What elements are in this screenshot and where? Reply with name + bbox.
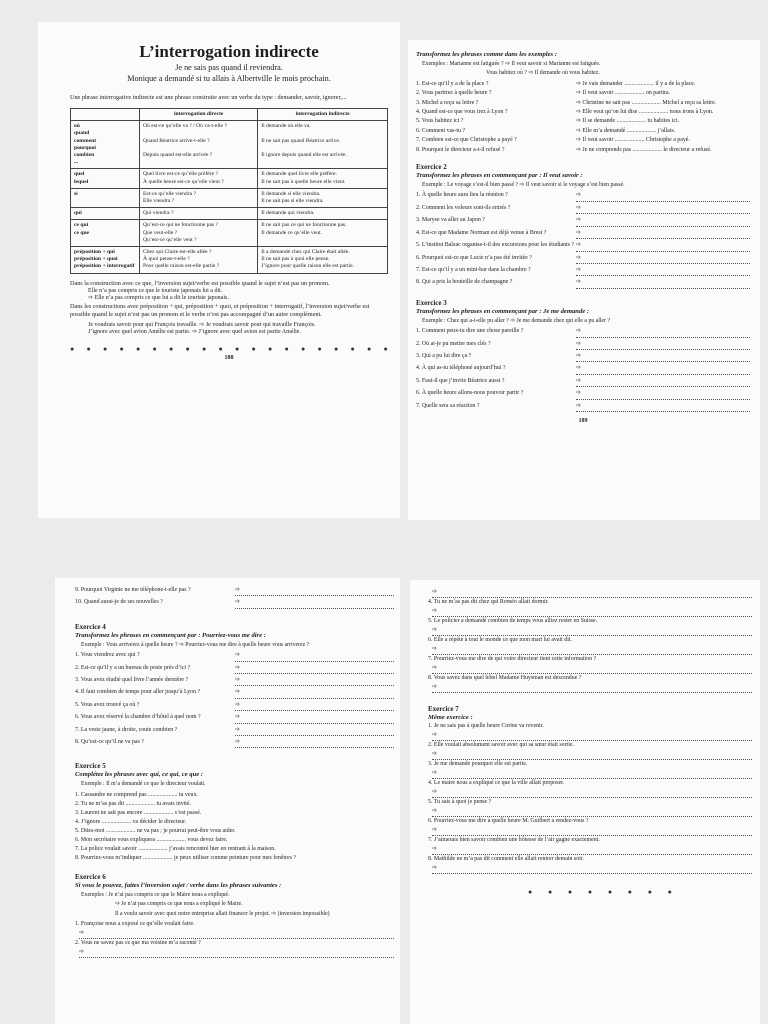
exercise-item [416, 136, 750, 145]
exercise-item [416, 327, 750, 339]
exercise-question: 1. Vous viendrez avec qui ? [75, 652, 140, 659]
page-exercises-4-6 [55, 578, 400, 1024]
exercise-3-list [416, 327, 750, 414]
answer-line[interactable]: ➩ [235, 651, 394, 661]
exercise-6-example-2: ➩ Je n’ai pas compris ce que nous a expliqué le Maire. [115, 901, 243, 908]
exercise-item [75, 586, 394, 598]
answer-line[interactable]: ➩ [576, 389, 750, 399]
exercise-completion[interactable]: ➩ Christine ne sait pas .................... Michel a reçu sa lettre. [576, 99, 717, 106]
exercise-item [416, 80, 750, 89]
exercise-item [416, 278, 750, 290]
exercise-item[interactable]: 6. Mon secrétaire vous expliquera .................... vous devez faire. [75, 836, 228, 843]
exercise-question: 1. À quelle heure aura lieu la réunion ? [416, 192, 508, 199]
exercise-item [416, 402, 750, 414]
exercise-4-example: Exemple : Vous arriverez à quelle heure ? ➩ Pourriez-vous me dire à quelle heure vous arriverez ? [81, 641, 310, 648]
exercise-question: 5. Vous habitez ici ? [416, 118, 464, 125]
exercise-2-instruction: Transformez les phrases en commençant par : Il veut savoir : [416, 172, 583, 180]
answer-line[interactable]: ➩ [432, 645, 752, 655]
exercise-item[interactable]: 8. Pourriez-vous m’indiquer .................... je peux utiliser comme peinture pour mes fenêtres ? [75, 854, 297, 861]
answer-line[interactable]: ➩ [235, 598, 394, 608]
exercise-1-example-1: Exemples : Marianne est fatiguée ? ➩ Il veut savoir si Marianne est fatiguée. [422, 61, 601, 67]
page-number: 189 [578, 417, 588, 424]
exercise-1-list [416, 80, 750, 155]
page-exercises-1-3 [408, 40, 760, 520]
table-cell-indirect: Il a demandé chez qui Claire était allée. Il ne sait pas à quoi elle pense. J’ignore pour quelle raison elle est partie. [258, 247, 388, 274]
answer-line[interactable]: ➩ [432, 588, 752, 598]
exercise-1-instruction: Transformez les phrases comme dans les exemples : [416, 51, 557, 58]
exercise-item[interactable]: 1. Cassandre ne comprend pas .................... tu veux. [75, 791, 198, 798]
exercise-7-list [428, 722, 752, 874]
table-header-cell [71, 109, 140, 121]
exercise-question: 6. Comment vas-tu ? [416, 127, 466, 134]
exercise-completion[interactable]: ➩ Elle m’a demandé .................... j’allais. [576, 127, 676, 134]
table-cell-direct: Qu’est-ce qui ne fonctionne pas ? Que veut-elle ? Qu’est-ce qu’elle veut ? [140, 220, 258, 247]
exercise-item [416, 108, 750, 117]
table-cell-indirect: Il demande si elle viendra. Il ne sait pas si elle viendra. [258, 188, 388, 207]
exercise-sentence: 2. Elle voulait absolument savoir avec qui sa sœur était sortie. [428, 742, 574, 748]
exercise-item [75, 713, 394, 725]
note-2: Dans les constructions avec préposition + qui, préposition + quoi, et préposition + interrogatif, l’inversion sujet/verbe est possible quand le sujet n’est pas un pronom et le verbe n’est pas accompagné d’un autre complément. [70, 302, 370, 318]
exercise-item [416, 117, 750, 126]
exercise-question: 6. À quelle heure allons-nous pouvoir partir ? [416, 390, 524, 397]
exercise-item [416, 266, 750, 278]
exercise-question: 8. Qui a pris la bouteille de champagne ? [416, 279, 513, 286]
example-sentence-2: Monique a demandé si tu allais à Albertville le mois prochain. [127, 74, 331, 83]
note-1-example-b: ➩ Elle n’a pas compris ce que lui a dit le touriste japonais. [88, 295, 229, 302]
exercise-item [416, 254, 750, 266]
exercise-question: 5. Faut-il que j’invite Béatrice aussi ? [416, 377, 505, 384]
note-1: Dans la construction avec ce que, l’inversion sujet/verbe est possible quand le sujet n’est pas un pronom. [70, 279, 330, 287]
exercise-item [75, 738, 394, 750]
answer-line[interactable]: ➩ [576, 352, 750, 362]
exercise-sentence: 4. Le maire nous a expliqué ce que la ville allait proposer. [428, 780, 565, 786]
answer-line[interactable]: ➩ [432, 731, 752, 741]
exercise-item [75, 701, 394, 713]
exercise-question: 5. Vous avez trouvé ça où ? [75, 701, 140, 708]
answer-line[interactable]: ➩ [576, 377, 750, 387]
table-row [71, 188, 388, 207]
exercise-item [416, 99, 750, 108]
table-cell-keyword: préposition + qui préposition + quoi préposition + interrogatif [71, 247, 140, 274]
answer-line[interactable]: ➩ [576, 254, 750, 264]
answer-line[interactable]: ➩ [576, 241, 750, 251]
exercise-sentence: 7. J’aimerais bien savoir combien une hôtesse de l’air gagne exactement. [428, 837, 600, 843]
exercise-question: 3. Maryse va aller au Japon ? [416, 217, 485, 224]
exercise-item [75, 664, 394, 676]
exercise-item [416, 364, 750, 376]
exercise-sentence: 8. Mathilde ne m’a pas dit comment elle allait rentrer demain soir. [428, 856, 584, 862]
answer-line[interactable]: ➩ [576, 229, 750, 239]
table-row [71, 121, 388, 169]
answer-line[interactable]: ➩ [432, 769, 752, 779]
table-cell-indirect: Il demande où elle va. Il ne sait pas quand Béatrice arrive. Il ignore depuis quand elle est arrivée. [258, 121, 388, 169]
exercise-3-instruction: Transformez les phrases en commençant par : Je me demande : [416, 307, 590, 315]
exercise-question: 3. Michel a reçu sa lettre ? [416, 99, 479, 106]
exercise-5-title: Exercice 5 [75, 762, 106, 771]
table-header-cell: interrogation directe [140, 109, 258, 121]
exercise-6-instruction: Si vous le pouvez, faites l’inversion sujet / verbe dans les phrases suivantes : [75, 881, 282, 889]
exercise-sentence: 2. Vous ne savez pas ce que ma voisine m’a raconté ? [75, 940, 201, 947]
dot-divider: ● ● ● ● ● ● ● ● ● ● ● ● ● ● ● ● ● ● ● ● [70, 345, 388, 354]
exercise-sentence: 5. Le policier a demandé combien de temps vous alliez rester en Suisse. [428, 618, 598, 624]
exercise-4-instruction: Transformez les phrases en commençant par : Pourriez-vous me dire : [75, 631, 266, 639]
exercise-question: 9. Pourquoi Virginie ne me téléphone-t-elle pas ? [75, 587, 191, 593]
exercise-2-example: Exemple : Le voyage s’est-il bien passé ? ➩ Il veut savoir si le voyage s’est bien passé. [422, 182, 625, 189]
answer-line[interactable]: ➩ [576, 327, 750, 337]
exercise-3-continued-list [75, 586, 394, 611]
table-cell-direct: Quel livre est-ce qu’elle préfère ? À quelle heure est-ce qu’elle vient ? [140, 169, 258, 188]
answer-line[interactable]: ➩ [235, 726, 394, 736]
answer-line[interactable]: ➩ [432, 807, 752, 817]
exercise-sentence: 3. Je me demande pourquoi elle est partie. [428, 761, 528, 767]
exercise-6-example-1: Exemples : Je n’ai pas compris ce que le Maire nous a expliqué. [81, 891, 230, 898]
table-row [71, 208, 388, 220]
exercise-6-list [75, 920, 394, 958]
exercise-question: 7. Quelle sera sa réaction ? [416, 402, 480, 409]
exercise-item [416, 340, 750, 352]
exercise-item [75, 598, 394, 610]
exercise-question: 8. Qu’est-ce qu’il ne va pas ? [75, 739, 144, 746]
intro-text: Une phrase interrogative indirecte est une phrase construite avec un verbe du type : demander, savoir, ignorer,... [70, 94, 347, 101]
table-cell-keyword: quel lequel [71, 169, 140, 188]
exercise-item [416, 377, 750, 389]
table-cell-indirect: Il ne sait pas ce qui ne fonctionne pas. Il demande ce qu’elle veut. [258, 220, 388, 247]
note-1-example-a: Elle n’a pas compris ce que le touriste japonais lui a dit. [88, 287, 223, 294]
note-2-example-a: Je voudrais savoir pour qui François travaille. ➩ Je voudrais savoir pour qui travaille François. [88, 321, 316, 328]
answer-line[interactable]: ➩ [235, 586, 394, 596]
exercise-question: 2. Vous partirez à quelle heure ? [416, 90, 492, 97]
table-cell-keyword: ce qui ce que [71, 220, 140, 247]
exercise-item [416, 127, 750, 136]
table-cell-indirect: Il demande qui viendra. [258, 208, 388, 220]
exercise-question: 2. Comment les voleurs sont-ils entrés ? [416, 204, 511, 211]
answer-line[interactable]: ➩ [576, 364, 750, 374]
answer-line[interactable]: ➩ [432, 607, 752, 617]
exercise-6-continued-list [428, 598, 752, 693]
exercise-2-list [416, 191, 750, 290]
exercise-item [416, 89, 750, 98]
exercise-sentence: 7. Pourriez-vous me dire de qui votre directeur tient cette information ? [428, 656, 597, 662]
table-cell-keyword: qui [71, 208, 140, 220]
answer-line[interactable]: ➩ [79, 948, 394, 958]
exercise-item[interactable]: 2. Tu ne m’as pas dit .................... tu avais invité. [75, 800, 192, 807]
exercise-item [416, 241, 750, 253]
exercise-sentence: 1. Françoise nous a exposé ce qu’elle voulait faire. [75, 921, 195, 928]
exercise-completion[interactable]: ➩ Elle veut qu’on lui dise .................... nous irons à Lyon. [576, 109, 714, 116]
exercise-item [416, 191, 750, 203]
answer-line[interactable]: ➩ [79, 929, 394, 939]
exercise-item [416, 229, 750, 241]
table-header-cell: interrogation indirecte [258, 109, 388, 121]
exercise-question: 2. Est-ce qu’il y a un bureau de poste près d’ici ? [75, 664, 191, 671]
answer-line[interactable]: ➩ [432, 826, 752, 836]
exercise-item [416, 389, 750, 401]
exercise-3-title: Exercice 3 [416, 298, 447, 307]
exercise-5-list [75, 791, 394, 863]
dot-divider: ● ● ● ● ● ● ● ● [528, 888, 672, 896]
exercise-question: 5. L’institut Balzac organise-t-il des excursions pour les étudiants ? [416, 242, 575, 249]
page-grammar-lesson [38, 22, 400, 518]
exercise-sentence: 6. Elle a répété à tout le monde ce que mon mari lui avait dit. [428, 637, 572, 643]
exercise-item[interactable]: 3. Laurent ne sait pas encore .................... s’est passé. [75, 809, 202, 816]
exercise-question: 6. Vous avez réservé la chambre d’hôtel à quel nom ? [75, 714, 201, 721]
exercise-3-example: Exemple : Chez qui a-t-elle pu aller ? ➩ Je me demande chez qui elle a pu aller ? [422, 317, 611, 324]
exercise-item[interactable]: 5. Dites-moi .................... ne va pas ; je pourrai peut-être vous aider. [75, 827, 236, 834]
table-row [71, 247, 388, 274]
exercise-item [75, 688, 394, 700]
exercise-item [416, 216, 750, 228]
table-cell-direct: Où est-ce qu’elle va ? / Où va-t-elle ? Quand Béatrice arrive-t-elle ? Depuis quand est-elle arrivée ? [140, 121, 258, 169]
exercise-question: 2. Où ai-je pu mettre mes clés ? [416, 340, 491, 347]
exercise-sentence: 5. Tu sais à quoi je pense ? [428, 799, 492, 805]
answer-line[interactable]: ➩ [235, 701, 394, 711]
grammar-table [70, 108, 388, 274]
exercise-item [416, 146, 750, 155]
answer-line[interactable]: ➩ [432, 864, 752, 874]
exercise-completion[interactable]: ➩ Je ne comprends pas .................... le directeur a refusé. [576, 146, 712, 153]
answer-line[interactable]: ➩ [235, 688, 394, 698]
exercise-question: 1. Est-ce qu’il y a de la place ? [416, 80, 489, 87]
answer-line[interactable]: ➩ [432, 664, 752, 674]
exercise-question: 10. Quand aurai-je de ses nouvelles ? [75, 599, 163, 606]
page-title: L’interrogation indirecte [139, 42, 319, 61]
table-cell-keyword: où quand comment pourquoi combien ... [71, 121, 140, 169]
answer-line[interactable]: ➩ [576, 191, 750, 201]
exercise-7-instruction: Même exercice : [428, 714, 473, 721]
table-row [71, 169, 388, 188]
answer-line[interactable]: ➩ [576, 216, 750, 226]
answer-line[interactable]: ➩ [576, 340, 750, 350]
answer-line[interactable]: ➩ [235, 676, 394, 686]
exercise-question: 7. La veste jaune, à droite, coute combien ? [75, 726, 178, 733]
exercise-item [75, 651, 394, 663]
exercise-question: 3. Qui a pu lui dire ça ? [416, 352, 472, 359]
exercise-item[interactable]: 4. J’ignore .................... va décider le directeur. [75, 818, 187, 825]
exercise-item [75, 676, 394, 688]
answer-line[interactable]: ➩ [432, 845, 752, 855]
answer-line[interactable]: ➩ [235, 738, 394, 748]
answer-line[interactable]: ➩ [432, 788, 752, 798]
answer-line[interactable]: ➩ [432, 626, 752, 636]
answer-line[interactable]: ➩ [576, 204, 750, 214]
exercise-4-title: Exercice 4 [75, 622, 106, 631]
exercise-2-title: Exercice 2 [416, 163, 447, 172]
answer-line[interactable]: ➩ [576, 266, 750, 276]
page-exercises-6-7 [410, 580, 760, 1024]
exercise-question: 3. Vous avez étudié quel livre l’année dernière ? [75, 677, 189, 684]
exercise-item[interactable]: 7. La police voulait savoir .................... j’avais rencontré hier en rentrant à la maison. [75, 845, 276, 852]
exercise-6-example-3: Il a voulu savoir avec quoi notre entreprise allait financer le projet. ➩ (inversion impossible) [115, 910, 330, 917]
table-cell-keyword: si [71, 188, 140, 207]
exercise-sentence: 4. Tu ne m’as pas dit chez qui Roméo allait dormir. [428, 599, 549, 605]
answer-line[interactable]: ➩ [432, 750, 752, 760]
answer-line[interactable]: ➩ [235, 713, 394, 723]
table-row [71, 220, 388, 247]
exercise-question: 4. Est-ce que Madame Norman est déjà venue à Brest ? [416, 229, 547, 236]
table-cell-indirect: Il demande quel livre elle préfère. Il ne sait pas à quelle heure elle vient. [258, 169, 388, 188]
exercise-completion[interactable]: ➩ Je vais demander .................... il y a de la place. [576, 80, 696, 87]
exercise-question: 8. Pourquoi le directeur a-t-il refusé ? [416, 146, 505, 153]
exercise-1-example-2: Vous habitez où ? ➩ Il demande où vous habitez. [486, 70, 600, 77]
exercise-item [416, 352, 750, 364]
exercise-completion[interactable]: ➩ Il veut savoir .................... Christophe a payé. [576, 137, 690, 144]
table-cell-direct: Qui viendra ? [140, 208, 258, 220]
exercise-sentence: 6. Pourriez-vous me dire à quelle heure M. Guilbert a rendez-vous ? [428, 818, 589, 824]
exercise-5-example: Exemple : Il m’a demandé ce que le directeur voulait. [81, 781, 206, 788]
exercise-completion[interactable]: ➩ Il veut savoir .................... on partira. [576, 90, 671, 97]
exercise-question: 7. Est-ce qu’il y a un mini-bar dans la chambre ? [416, 266, 531, 273]
answer-line[interactable]: ➩ [576, 278, 750, 288]
exercise-6-title: Exercice 6 [75, 872, 106, 881]
exercise-4-list [75, 651, 394, 750]
exercise-question: 4. Quand est-ce que vous irez à Lyon ? [416, 109, 508, 116]
answer-line[interactable]: ➩ [576, 402, 750, 412]
exercise-item [416, 204, 750, 216]
exercise-7-title: Exercice 7 [428, 705, 459, 713]
exercise-5-instruction: Complétez les phrases avec qui, ce qui, ce que : [75, 771, 204, 779]
page-number: 188 [224, 355, 234, 362]
answer-line[interactable]: ➩ [432, 683, 752, 693]
exercise-completion[interactable]: ➩ Il se demande .................... tu habites ici. [576, 118, 680, 125]
table-cell-direct: Chez qui Claire est-elle allée ? À quoi pense-t-elle ? Pour quelle raison est-elle partie ? [140, 247, 258, 274]
exercise-question: 1. Comment peux-tu dire une chose pareille ? [416, 328, 524, 335]
exercise-question: 7. Combien est-ce que Christophe a payé ? [416, 137, 517, 144]
exercise-sentence: 1. Je ne sais pas à quelle heure Corine va revenir. [428, 723, 544, 729]
exercise-question: 4. Il faut combien de temps pour aller jusqu’à Lyon ? [75, 689, 201, 696]
exercise-question: 4. À qui as-tu téléphoné aujourd’hui ? [416, 365, 506, 372]
exercise-sentence: 8. Vous savez dans quel hôtel Madame Huysman est descendue ? [428, 675, 582, 681]
note-2-example-b: J’ignore avec quel avion Amélie est partie. ➩ J’ignore avec quel avion est partie Amélie. [88, 329, 301, 336]
exercise-question: 6. Pourquoi est-ce que Lucie n’a pas été invitée ? [416, 254, 532, 261]
exercise-item [75, 726, 394, 738]
answer-line[interactable]: ➩ [235, 664, 394, 674]
table-cell-direct: Est-ce qu’elle viendra ? Elle viendra ? [140, 188, 258, 207]
example-sentence-1: Je ne sais pas quand il reviendra. [175, 63, 283, 72]
